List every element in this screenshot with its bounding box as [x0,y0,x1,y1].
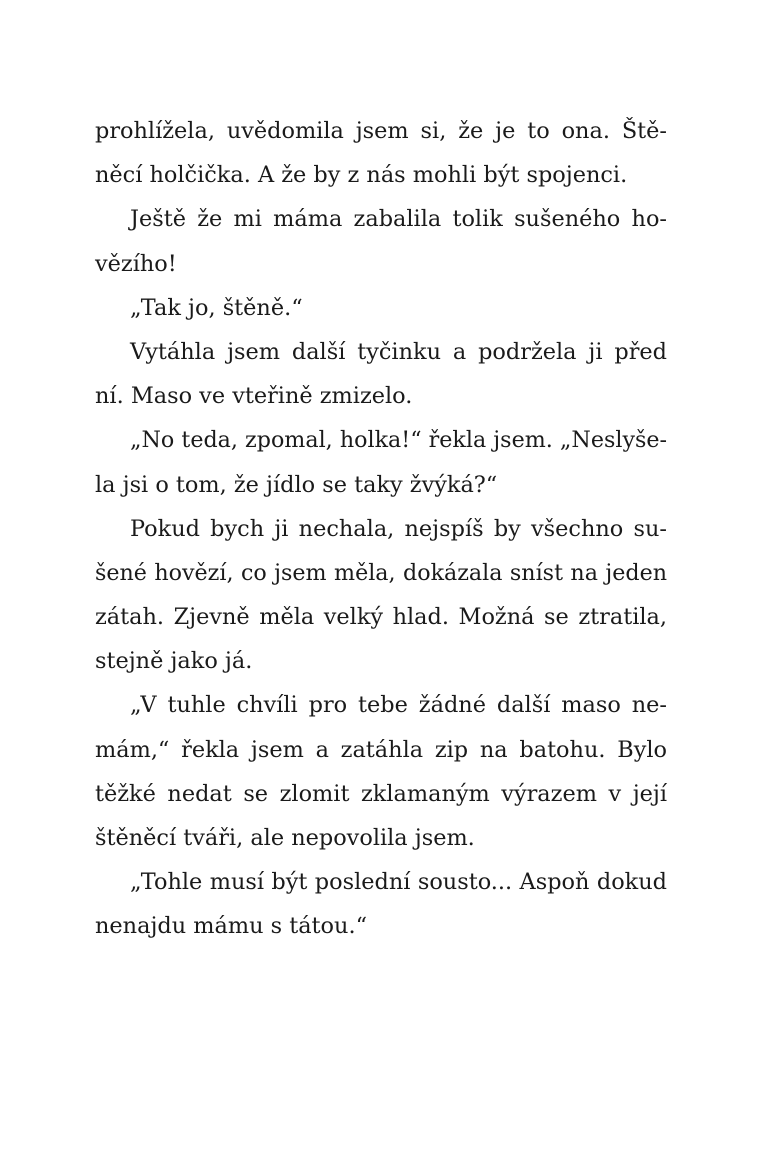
text-line: la jsi o tom, že jídlo se taky žvýká?“ [95,471,498,498]
body-text [95,109,667,949]
text-line: zátah. Zjevně měla velký hlad. Možná se ztratila, [95,604,667,631]
text-line: vězího! [95,250,177,277]
text-line: „Tak jo, štěně.“ [130,294,303,321]
text-line: šené hovězí, co jsem měla, dokázala sníst na jeden [95,559,667,586]
text-line: Vytáhla jsem další tyčinku a podržela ji před [130,338,667,365]
text-line: štěněcí tváři, ale nepovolila jsem. [95,825,475,851]
text-line: „No teda, zpomal, holka!“ řekla jsem. „Neslyše- [130,427,667,454]
text-line: nenajdu mámu s tátou.“ [95,913,368,940]
text-line: prohlížela, uvědomila jsem si, že je to ona. Ště- [95,118,667,144]
text-line: něcí holčička. A že by z nás mohli být spojenci. [95,162,628,189]
text-line: mám,“ řekla jsem a zatáhla zip na batohu. Bylo [95,736,667,763]
text-line: „Tohle musí být poslední sousto... Aspoň dokud [130,869,667,896]
text-line: „V tuhle chvíli pro tebe žádné další maso ne- [130,692,667,719]
text-line: těžké nedat se zlomit zklamaným výrazem v její [95,780,667,807]
text-line: stejně jako já. [95,648,253,675]
text-line: ní. Maso ve vteřině zmizelo. [95,383,413,410]
text-line: Pokud bych ji nechala, nejspíš by všechno su- [130,515,667,542]
text-line: Ještě že mi máma zabalila tolik sušeného ho- [130,206,667,233]
